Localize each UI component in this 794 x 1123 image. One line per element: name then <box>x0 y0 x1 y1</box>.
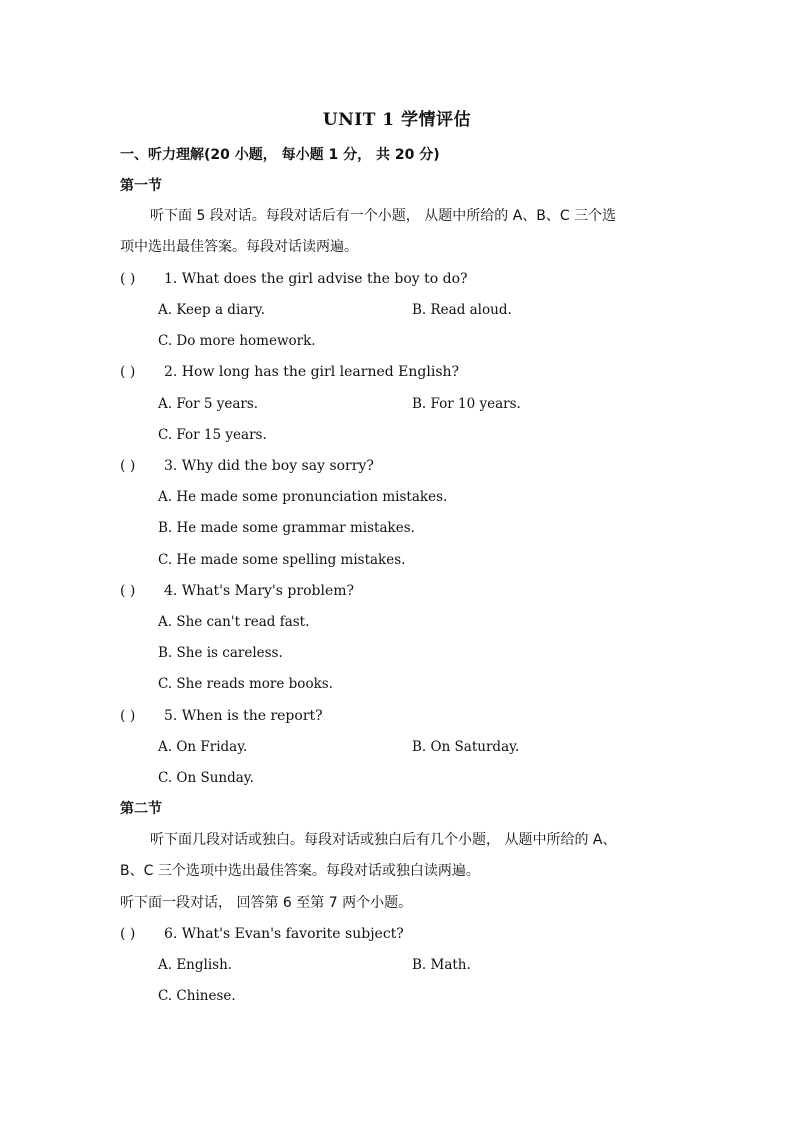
section1-instruction-1: 听下面 5 段对话。每段对话后有一个小题， 从题中所给的 A、B、C 三个选 <box>150 208 617 224</box>
option-c: C. He made some spelling mistakes. <box>158 552 406 568</box>
question-stem: 4. What's Mary's problem? <box>164 583 355 599</box>
section1-label: 第一节 <box>120 178 162 194</box>
option-b: B. For 10 years. <box>412 396 521 412</box>
question-stem: 1. What does the girl advise the boy to do? <box>164 271 468 287</box>
answer-blank[interactable]: ( ) <box>120 458 136 474</box>
option-b: B. Read aloud. <box>412 302 512 318</box>
question-3 <box>120 456 374 476</box>
answer-blank[interactable]: ( ) <box>120 364 136 380</box>
answer-blank[interactable]: ( ) <box>120 583 136 599</box>
section2-instruction-2: B、C 三个选项中选出最佳答案。每段对话或独白读两遍。 <box>120 863 480 879</box>
answer-blank[interactable]: ( ) <box>120 926 136 942</box>
question-stem: 6. What's Evan's favorite subject? <box>164 926 404 942</box>
section2-sub-instruction: 听下面一段对话， 回答第 6 至第 7 两个小题。 <box>120 895 413 911</box>
option-b: B. She is careless. <box>158 645 283 661</box>
question-stem: 3. Why did the boy say sorry? <box>164 458 374 474</box>
option-a: A. English. <box>158 957 233 973</box>
section2-instruction-1: 听下面几段对话或独白。每段对话或独白后有几个小题， 从题中所给的 A、 <box>150 832 617 848</box>
question-1 <box>120 269 468 289</box>
option-c: C. On Sunday. <box>158 770 254 786</box>
option-b: B. On Saturday. <box>412 739 520 755</box>
question-4 <box>120 581 354 601</box>
option-a: A. Keep a diary. <box>158 302 265 318</box>
option-c: C. For 15 years. <box>158 427 267 443</box>
question-6 <box>120 924 404 944</box>
option-c: C. Chinese. <box>158 988 236 1004</box>
question-5 <box>120 706 323 726</box>
option-c: C. She reads more books. <box>158 676 333 692</box>
question-2 <box>120 362 459 382</box>
option-b: B. He made some grammar mistakes. <box>158 520 415 536</box>
question-stem: 5. When is the report? <box>164 708 323 724</box>
answer-blank[interactable]: ( ) <box>120 271 136 287</box>
section1-instruction-2: 项中选出最佳答案。每段对话读两遍。 <box>120 239 358 255</box>
option-a: A. He made some pronunciation mistakes. <box>158 489 448 505</box>
option-a: A. For 5 years. <box>158 396 259 412</box>
page-title: UNIT 1 学情评估 <box>322 110 472 130</box>
answer-blank[interactable]: ( ) <box>120 708 136 724</box>
option-c: C. Do more homework. <box>158 333 316 349</box>
section2-label: 第二节 <box>120 801 162 817</box>
question-stem: 2. How long has the girl learned English? <box>164 364 460 380</box>
option-a: A. She can't read fast. <box>158 614 310 630</box>
option-b: B. Math. <box>412 957 471 973</box>
option-a: A. On Friday. <box>158 739 248 755</box>
part1-heading: 一、听力理解(20 小题， 每小题 1 分， 共 20 分) <box>120 147 440 163</box>
